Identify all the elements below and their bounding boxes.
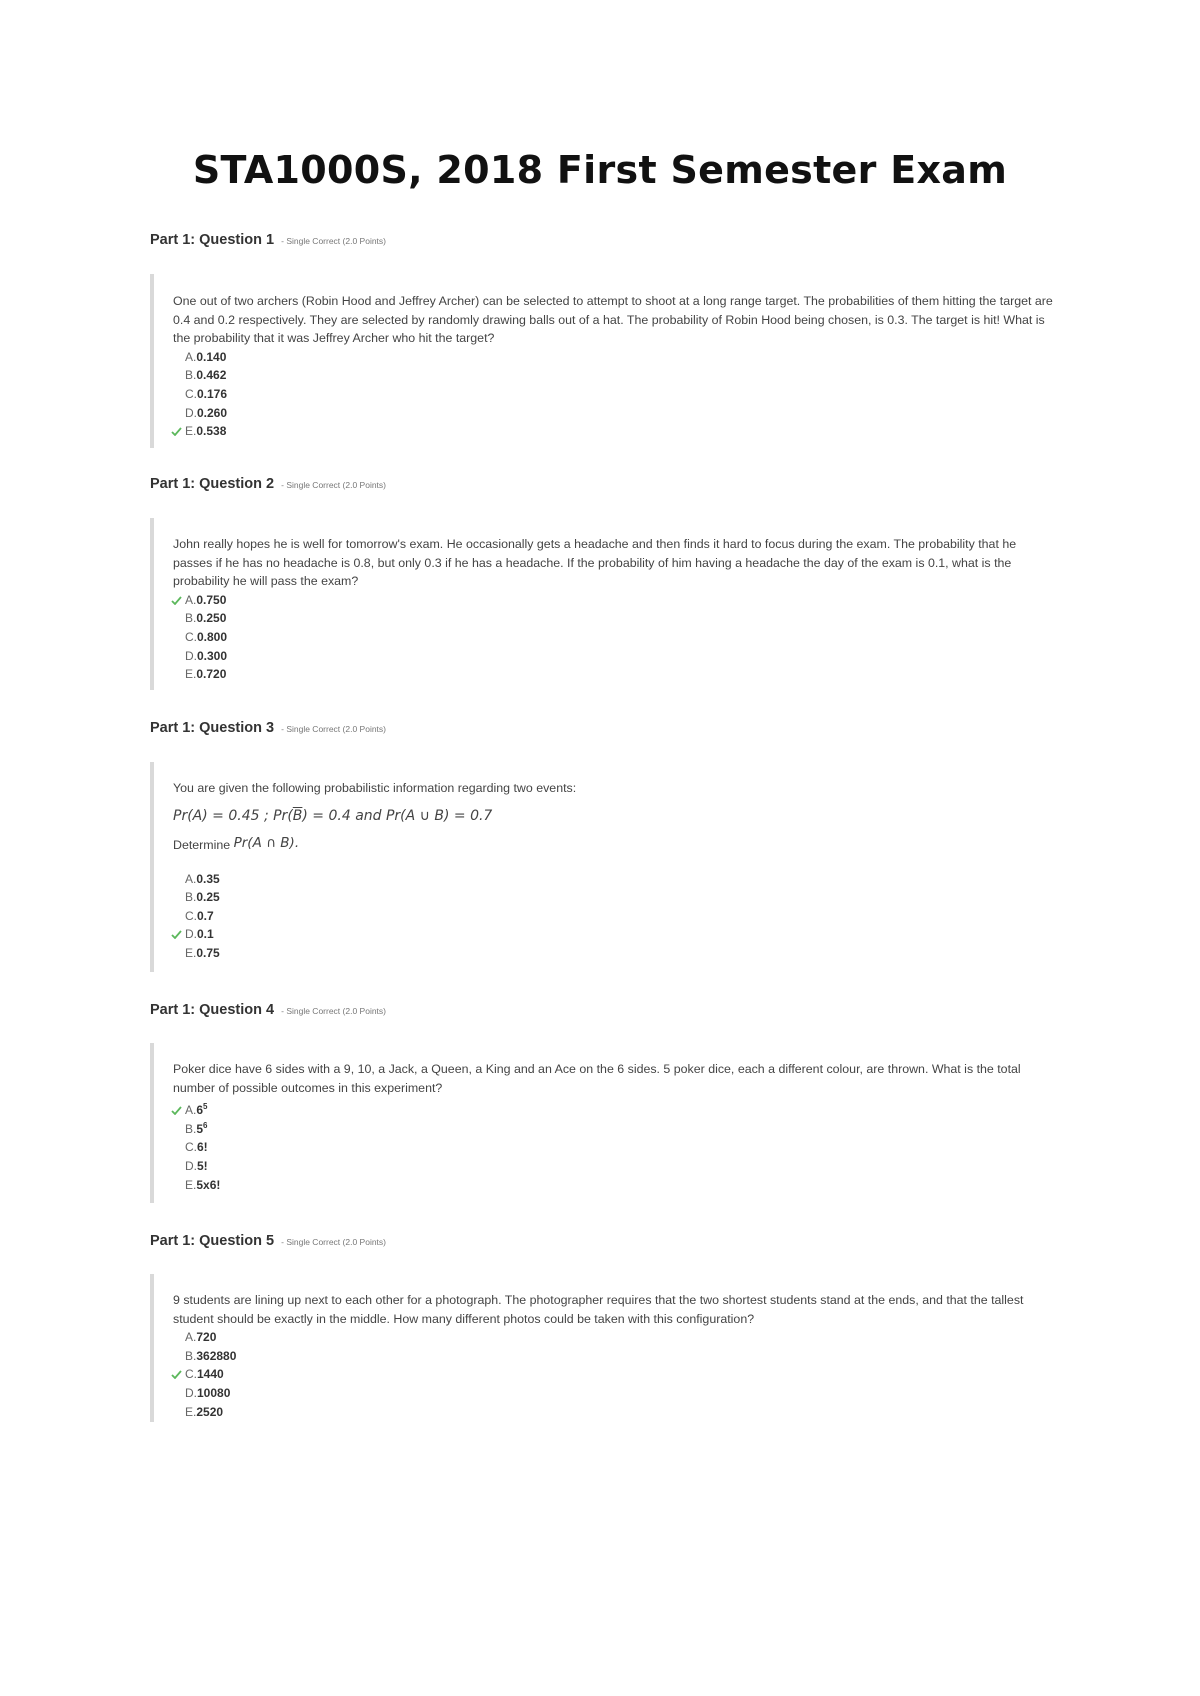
option-value: 1440 (197, 1367, 224, 1382)
question-3-title: Part 1: Question 3 (150, 720, 275, 736)
option-letter: A. (185, 1330, 197, 1345)
option-letter: E. (185, 424, 197, 439)
option-value: 0.176 (197, 386, 228, 401)
question-5-meta: - Single Correct (2.0 Points) (281, 1237, 386, 1247)
expression-part: Pr(A ∩ (233, 834, 281, 851)
question-3-meta: - Single Correct (2.0 Points) (281, 724, 386, 734)
question-4-option-e[interactable] (173, 1176, 1055, 1195)
expression-complement-b: B (280, 834, 290, 851)
option-value: 0.300 (197, 648, 228, 663)
option-letter: B. (185, 1121, 197, 1136)
question-3-formula (173, 806, 1055, 826)
question-3-text: You are given the following probabilistic information regarding two events: (173, 781, 577, 795)
question-3-option-c[interactable] (173, 907, 1055, 926)
option-value: 720 (196, 1330, 217, 1345)
question-2-option-b[interactable] (173, 609, 1055, 628)
question-3-option-e[interactable] (173, 944, 1055, 963)
formula-part: Pr(A) = 0.45 ; Pr( (173, 807, 293, 824)
option-value: 0.462 (196, 368, 227, 383)
option-value: 0.800 (197, 629, 228, 644)
option-value: 0.750 (196, 592, 227, 607)
question-1-title: Part 1: Question 1 (150, 232, 275, 248)
question-5-header (150, 1233, 386, 1249)
question-1-option-a[interactable] (173, 348, 1055, 367)
option-value: 0.140 (196, 349, 227, 364)
option-letter: E. (185, 1404, 197, 1419)
determine-expression (234, 835, 300, 851)
question-4-meta: - Single Correct (2.0 Points) (281, 1006, 386, 1016)
question-1-body (150, 274, 1055, 448)
question-4-option-b[interactable] (173, 1120, 1055, 1139)
option-letter: E. (185, 1177, 197, 1192)
option-letter: B. (185, 611, 197, 626)
option-letter: C. (185, 1140, 197, 1155)
question-1-meta: - Single Correct (2.0 Points) (281, 236, 386, 246)
option-value: 6! (197, 1140, 208, 1155)
option-letter: D. (185, 405, 197, 420)
question-5-option-e[interactable] (173, 1403, 1055, 1422)
question-1-option-d[interactable] (173, 404, 1055, 423)
question-3-option-b[interactable] (173, 888, 1055, 907)
checkmark-icon (171, 1106, 182, 1115)
option-letter: E. (185, 667, 197, 682)
question-4-option-a[interactable] (173, 1101, 1055, 1120)
option-value: 0.538 (196, 424, 227, 439)
option-exponent: 6 (203, 1120, 208, 1130)
question-2-text: John really hopes he is well for tomorrow's exam. He occasionally gets a headache and then finds it hard to focus during the exam. The probability that he passes if he has no headache is 0.8, but only 0.3 if he has a headache. If the probability of him having a headache the day of the exam is 0.1, what is the probability he will pass the exam? (173, 537, 1017, 589)
option-base: 6 (196, 1103, 204, 1118)
option-letter: C. (185, 629, 197, 644)
option-letter: B. (185, 368, 197, 383)
option-letter: A. (185, 349, 197, 364)
question-4-options (173, 1101, 1055, 1194)
option-value: 0.1 (197, 927, 214, 942)
option-value: 0.7 (197, 908, 214, 923)
option-value: 2520 (196, 1404, 224, 1419)
option-letter: A. (185, 592, 197, 607)
option-value (196, 1103, 207, 1117)
option-value: 5! (197, 1158, 208, 1173)
option-letter: D. (185, 927, 197, 942)
option-letter: A. (185, 1103, 197, 1118)
question-3-body (150, 762, 1055, 972)
option-value: 0.75 (196, 945, 220, 960)
option-letter: D. (185, 1385, 197, 1400)
question-2-option-c[interactable] (173, 628, 1055, 647)
checkmark-icon (171, 427, 182, 436)
option-value: 5x6! (196, 1177, 221, 1192)
option-letter: D. (185, 648, 197, 663)
option-value: 0.720 (196, 667, 227, 682)
question-5-text: 9 students are lining up next to each other for a photograph. The photographer requires that the two shortest students stand at the ends, and that the tallest student should be exactly in the middle. How many different photos could be taken with this configuration? (173, 1293, 1024, 1326)
question-1-option-c[interactable] (173, 385, 1055, 404)
expression-part: ). (289, 834, 300, 851)
question-5-option-c[interactable] (173, 1365, 1055, 1384)
question-4-option-d[interactable] (173, 1157, 1055, 1176)
question-5-option-a[interactable] (173, 1328, 1055, 1347)
question-2-body (150, 518, 1055, 690)
option-base: 5 (196, 1121, 204, 1136)
question-4-body (150, 1043, 1055, 1203)
question-4-option-c[interactable] (173, 1138, 1055, 1157)
question-4-text: Poker dice have 6 sides with a 9, 10, a Jack, a Queen, a King and an Ace on the 6 sides. 5 poker dice, each a different colour, are thrown. What is the total number of possible outcomes in this experiment? (173, 1062, 1021, 1095)
question-1-options (173, 348, 1055, 441)
question-1-option-e[interactable] (173, 422, 1055, 441)
option-letter: D. (185, 1158, 197, 1173)
option-letter: E. (185, 945, 197, 960)
question-2-option-d[interactable] (173, 647, 1055, 666)
question-5-options (173, 1328, 1055, 1421)
option-letter: B. (185, 890, 197, 905)
determine-label: Determine (173, 837, 231, 852)
option-value: 0.250 (196, 611, 227, 626)
question-2-option-e[interactable] (173, 665, 1055, 684)
question-4-title: Part 1: Question 4 (150, 1002, 275, 1018)
question-3-option-a[interactable] (173, 870, 1055, 889)
question-5-option-d[interactable] (173, 1384, 1055, 1403)
page-title: STA1000S, 2018 First Semester Exam (192, 148, 1008, 192)
option-value: 0.25 (196, 890, 220, 905)
option-value: 0.35 (196, 871, 220, 886)
option-letter: A. (185, 871, 197, 886)
question-1-header (150, 232, 386, 248)
question-3-options (173, 870, 1055, 963)
question-2-title: Part 1: Question 2 (150, 476, 275, 492)
option-value: 0.260 (197, 405, 228, 420)
question-2-options (173, 591, 1055, 684)
option-letter: B. (185, 1348, 197, 1363)
checkmark-icon (171, 930, 182, 939)
checkmark-icon (171, 596, 182, 605)
question-3-option-d[interactable] (173, 925, 1055, 944)
question-1-option-b[interactable] (173, 366, 1055, 385)
question-4-header (150, 1002, 386, 1018)
question-2-option-a[interactable] (173, 591, 1055, 610)
question-3-determine (173, 832, 1055, 856)
question-3-header (150, 720, 386, 736)
question-5-body (150, 1274, 1055, 1422)
question-5-option-b[interactable] (173, 1347, 1055, 1366)
formula-part: ) = 0.4 and Pr(A ∪ B) = 0.7 (302, 807, 493, 824)
question-5-title: Part 1: Question 5 (150, 1233, 275, 1249)
option-value: 10080 (197, 1385, 231, 1400)
option-exponent: 5 (203, 1102, 208, 1112)
option-letter: C. (185, 908, 197, 923)
formula-complement-b: $\overline{B}$ (292, 807, 303, 824)
option-value (196, 1122, 207, 1136)
option-letter: C. (185, 386, 197, 401)
checkmark-icon (171, 1370, 182, 1379)
option-value: 362880 (196, 1348, 237, 1363)
question-2-meta: - Single Correct (2.0 Points) (281, 480, 386, 490)
question-1-text: One out of two archers (Robin Hood and Jeffrey Archer) can be selected to attempt to shoot at a long range target. The probabilities of them hitting the target are 0.4 and 0.2 respectively. They are selected by randomly drawing balls out of a hat. The probability of Robin Hood being chosen, is 0.3. The target is hit! What is the probability that it was Jeffrey Archer who hit the target? (173, 294, 1053, 346)
option-letter: C. (185, 1367, 197, 1382)
question-2-header (150, 476, 386, 492)
